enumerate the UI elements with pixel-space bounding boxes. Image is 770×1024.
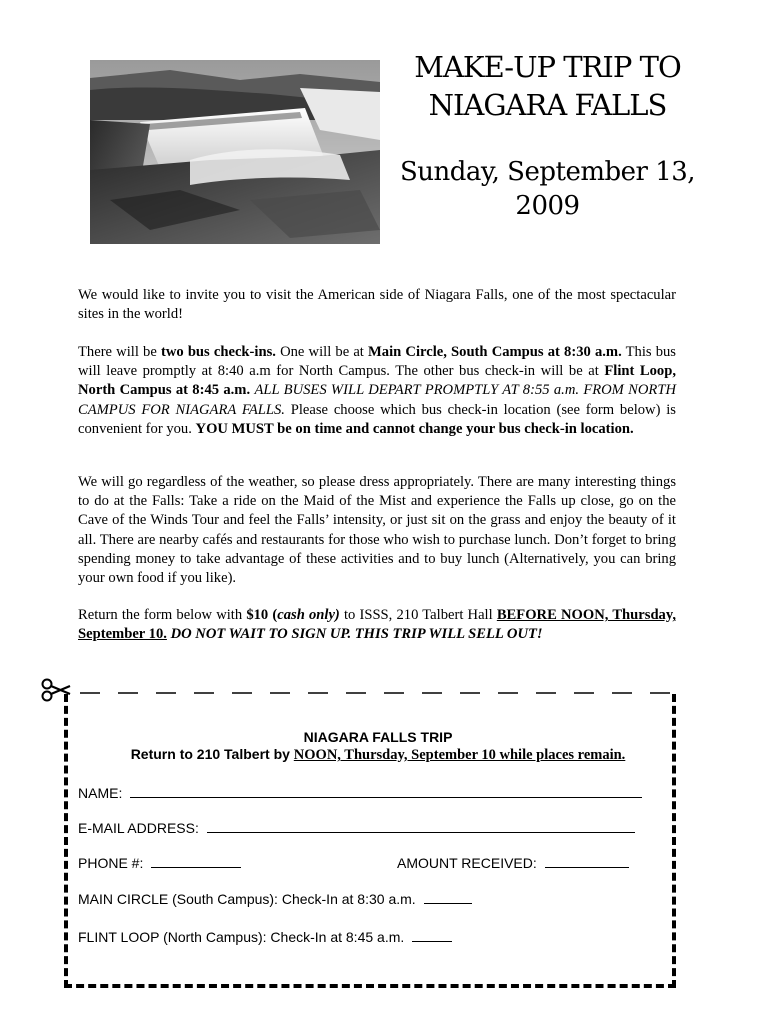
- bold-run: Flint Loop, North Campus at 8:45 a.m.: [78, 363, 676, 399]
- bold-run: Main Circle, South Campus at 8:30 a.m.: [368, 344, 622, 360]
- form-subtitle: [78, 746, 678, 764]
- form-title: NIAGARA FALLS TRIP: [303, 729, 453, 745]
- date-line-1: Sunday, September 13,: [399, 157, 696, 187]
- intro-paragraph: [78, 286, 676, 324]
- phone-field[interactable]: [78, 854, 278, 872]
- intro-text: We would like to invite you to visit the American side of Niagara Falls, one of the most spectacular sites in the world!: [78, 287, 676, 323]
- bold-run: $10 (: [246, 607, 278, 623]
- waterfall-photo: [90, 60, 380, 244]
- flint-loop-checkin[interactable]: [78, 928, 678, 946]
- bold-italic-run: cash only): [277, 607, 340, 623]
- trip-date: [385, 155, 710, 223]
- phone-label: PHONE #:: [78, 855, 144, 871]
- text-run: This bus will leave promptly at 8:40 a.m for North Campus. The other bus check-in will be at: [78, 344, 676, 380]
- name-input-line[interactable]: [130, 785, 642, 798]
- title-line-1: MAKE-UP TRIP TO: [414, 50, 681, 84]
- amount-input-line[interactable]: [545, 855, 629, 868]
- date-line-2: 2009: [515, 191, 580, 221]
- checkin-paragraph: [78, 343, 676, 439]
- amount-field[interactable]: [397, 854, 657, 872]
- return-paragraph: [78, 606, 676, 644]
- italic-run: ALL BUSES WILL DEPART PROMPTLY AT 8:55 a.m. FROM NORTH CAMPUS FOR NIAGARA FALLS.: [78, 382, 677, 418]
- email-label: E-MAIL ADDRESS:: [78, 820, 199, 836]
- form-subtitle-prefix: Return to 210 Talbert by: [130, 746, 294, 762]
- activities-text: We will go regardless of the weather, so please dress appropriately. There are many interesting things to do at the Falls: Take a ride on the Maid of the Mist and experience the Falls up close, go on the Cave of the Winds Tour and feel the Falls’ intensity, or just sit on the grass and enjoy the beauty of it all. There are nearby cafés and restaurants for those who wish to purchase lunch. Don’t forget to bring spending money to take advantage of these activities and to buy lunch (Alternatively, you can bring your own food if you like).: [78, 474, 676, 587]
- text-run: One will be at: [275, 344, 369, 360]
- activities-paragraph: [78, 473, 676, 588]
- text-run: There will be: [78, 344, 161, 360]
- bold-underline-run: BEFORE NOON, Thursday, September 10.: [78, 607, 676, 643]
- text-run: Please choose which bus check-in location (see form below) is convenient for you.: [78, 401, 676, 437]
- text-run: Return the form below with: [78, 607, 247, 623]
- email-input-line[interactable]: [207, 820, 635, 833]
- bold-run: YOU MUST be on time and cannot change your bus check-in location.: [195, 420, 634, 437]
- name-label: NAME:: [78, 785, 123, 801]
- main-circle-label: MAIN CIRCLE (South Campus): Check-In at 8:30 a.m.: [78, 891, 416, 907]
- email-field[interactable]: [78, 819, 678, 837]
- name-field[interactable]: [78, 784, 678, 802]
- phone-input-line[interactable]: [151, 855, 241, 868]
- amount-label: AMOUNT RECEIVED:: [397, 855, 537, 871]
- bold-italic-run: DO NOT WAIT TO SIGN UP. THIS TRIP WILL SELL OUT!: [170, 626, 543, 643]
- bold-run: two bus check-ins.: [160, 344, 276, 360]
- text-run: to ISSS, 210 Talbert Hall: [339, 607, 497, 623]
- waterfall-photo-icon: [90, 60, 380, 244]
- page-title: [385, 48, 710, 124]
- form-subtitle-deadline: NOON, Thursday, September 10 while places remain.: [293, 747, 626, 763]
- title-line-2: NIAGARA FALLS: [428, 88, 667, 122]
- main-circle-checkin[interactable]: [78, 890, 678, 908]
- main-circle-input-line[interactable]: [424, 891, 472, 904]
- flint-loop-input-line[interactable]: [412, 929, 452, 942]
- flint-loop-label: FLINT LOOP (North Campus): Check-In at 8:45 a.m.: [78, 929, 405, 945]
